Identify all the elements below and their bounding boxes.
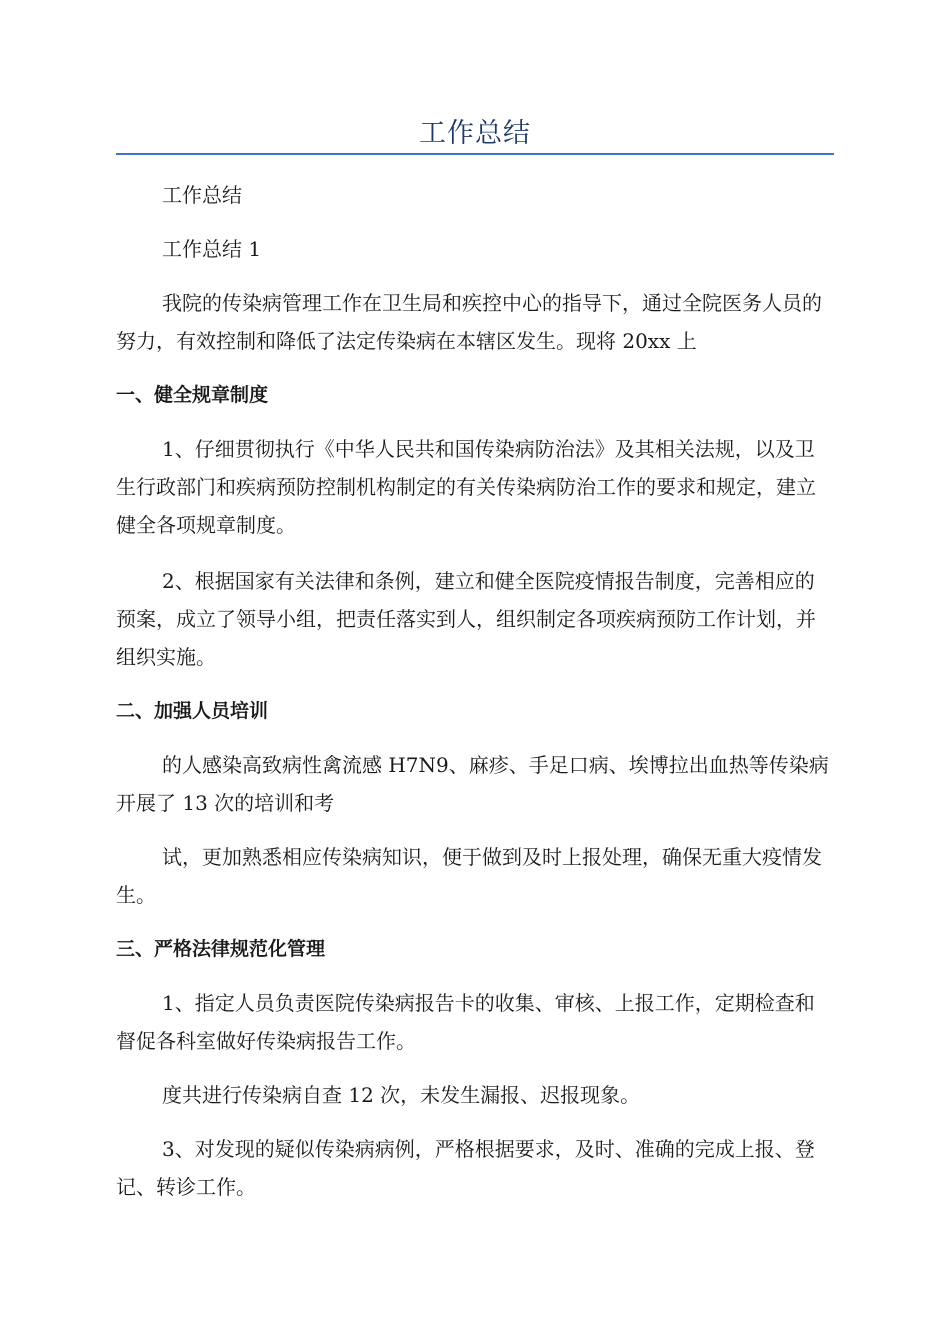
paragraph-3-3: 3、对发现的疑似传染病病例，严格根据要求，及时、准确的完成上报、登记、转诊工作。 [116, 1137, 815, 1199]
paragraph-intro: 我院的传染病管理工作在卫生局和疾控中心的指导下，通过全院医务人员的努力，有效控制和降低了法定传染病在本辖区发生。现将 20xx 上 [116, 291, 822, 353]
paragraph-section-label: 工作总结 1 [162, 237, 262, 261]
heading-section-3: 三、严格法律规范化管理 [116, 938, 326, 960]
document-title: 工作总结 [419, 118, 531, 149]
heading-section-1: 一、健全规章制度 [116, 384, 269, 406]
paragraph-1-2: 2、根据国家有关法律和条例，建立和健全医院疫情报告制度，完善相应的预案，成立了领导小组，把责任落实到人，组织制定各项疾病预防工作计划，并组织实施。 [116, 569, 816, 669]
paragraph-1-1: 1、仔细贯彻执行《中华人民共和国传染病防治法》及其相关法规，以及卫生行政部门和疾病预防控制机构制定的有关传染病防治工作的要求和规定，建立健全各项规章制度。 [116, 437, 816, 537]
paragraph-2-2: 试，更加熟悉相应传染病知识，便于做到及时上报处理，确保无重大疫情发生。 [116, 845, 822, 907]
title-underline [116, 153, 834, 155]
paragraph-3-1: 1、指定人员负责医院传染病报告卡的收集、审核、上报工作，定期检查和督促各科室做好传染病报告工作。 [116, 991, 815, 1053]
paragraph-2-1: 的人感染高致病性禽流感 H7N9、麻疹、手足口病、埃博拉出血热等传染病开展了 13 次的培训和考 [116, 753, 829, 815]
paragraph-subtitle: 工作总结 [162, 183, 242, 207]
heading-section-2: 二、加强人员培训 [116, 700, 269, 722]
paragraph-3-2: 度共进行传染病自查 12 次，未发生漏报、迟报现象。 [162, 1083, 641, 1107]
